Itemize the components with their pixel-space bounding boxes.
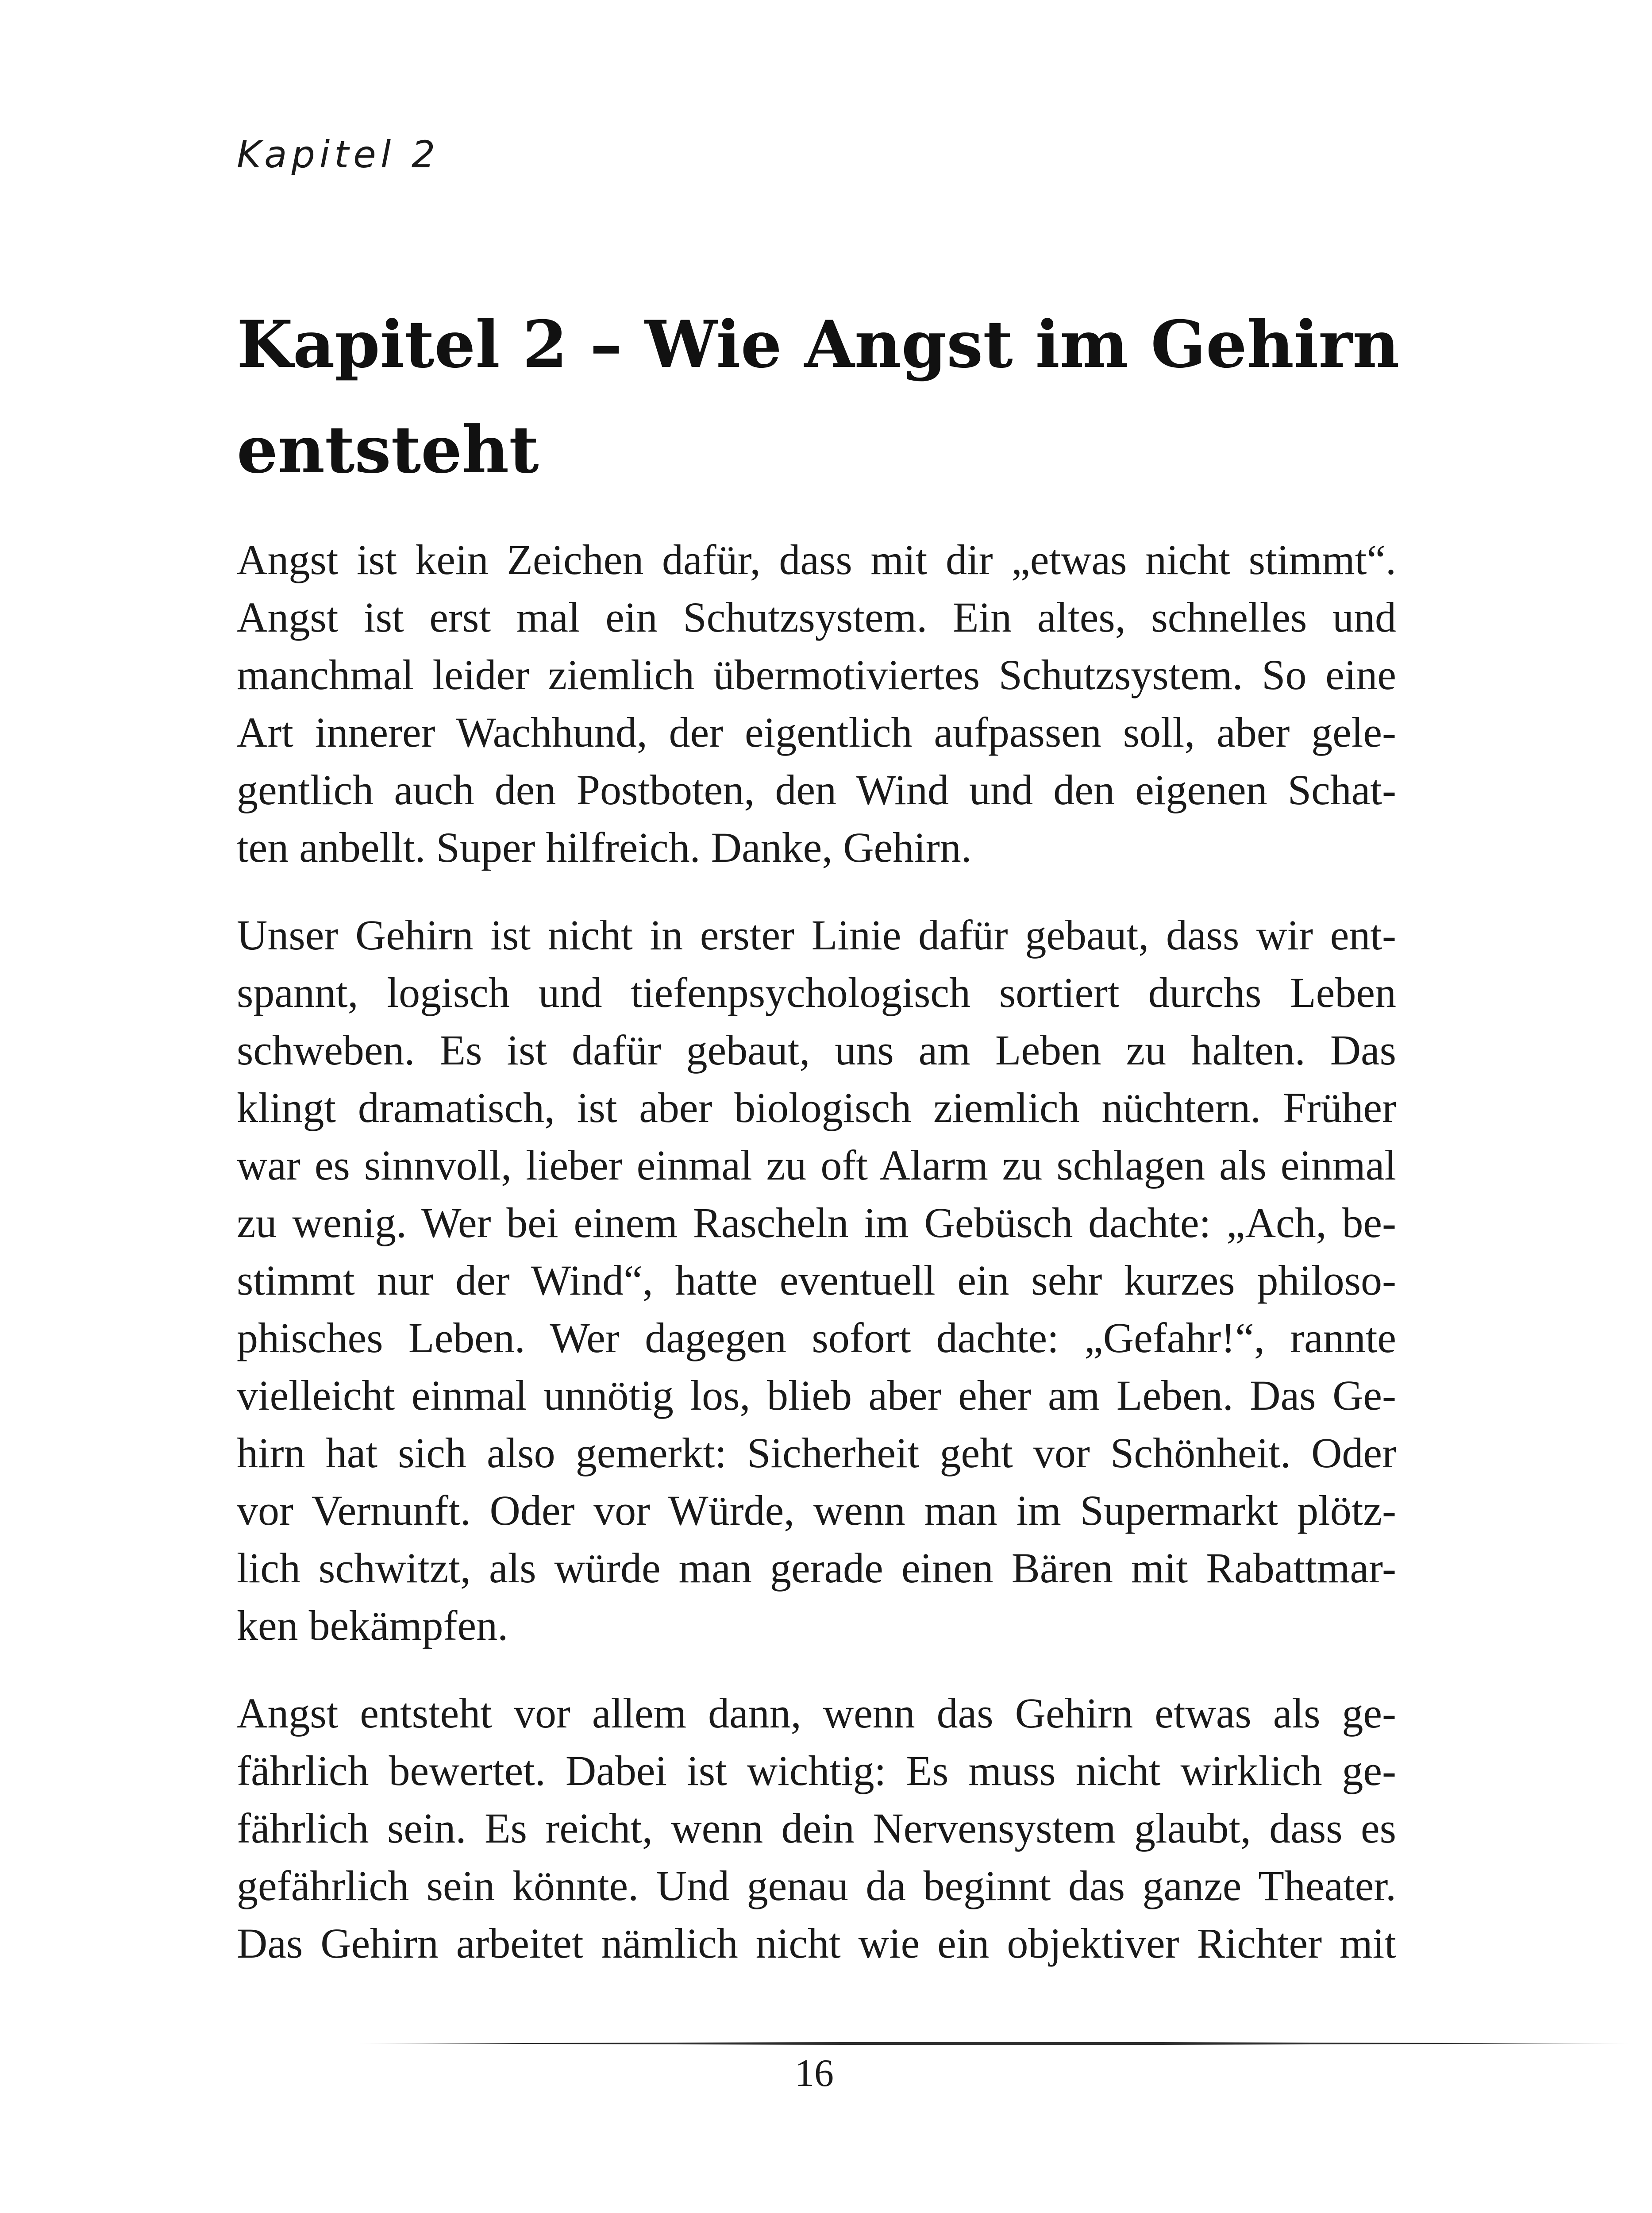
text-line: lich schwitzt, als würde man gerade einen Bären mit Rabattmar- xyxy=(237,1544,1396,1592)
footer-rule xyxy=(358,2041,1633,2046)
text-line: spannt, logisch und tiefenpsychologisch sortiert durchs Leben xyxy=(237,969,1396,1016)
text-line: stimmt nur der Wind“, hatte eventuell ein sehr kurzes philoso- xyxy=(237,1257,1396,1304)
running-header: Kapitel 2 xyxy=(237,133,440,176)
text-line: zu wenig. Wer bei einem Rascheln im Gebüsch dachte: „Ach, be- xyxy=(237,1199,1396,1246)
text-line: Angst entsteht vor allem dann, wenn das Gehirn etwas als ge- xyxy=(237,1689,1396,1737)
text-line: war es sinnvoll, lieber einmal zu oft Alarm zu schlagen als einmal xyxy=(237,1141,1396,1189)
text-line: phisches Leben. Wer dagegen sofort dachte: „Gefahr!“, rannte xyxy=(237,1314,1396,1361)
paragraph-2 xyxy=(237,906,1396,1654)
text-line: gentlich auch den Postboten, den Wind und den eigenen Schat- xyxy=(237,766,1396,813)
text-line: Art innerer Wachhund, der eigentlich aufpassen soll, aber gele- xyxy=(237,709,1396,756)
text-line: ten anbellt. Super hilfreich. Danke, Gehirn. xyxy=(237,824,972,871)
text-line: Angst ist kein Zeichen dafür, dass mit dir „etwas nicht stimmt“. xyxy=(237,536,1396,583)
text-line: klingt dramatisch, ist aber biologisch ziemlich nüchtern. Früher xyxy=(237,1084,1396,1131)
paragraph-1 xyxy=(237,531,1396,876)
text-line: schweben. Es ist dafür gebaut, uns am Leben zu halten. Das xyxy=(237,1026,1396,1074)
chapter-title xyxy=(237,292,1476,503)
body-text xyxy=(237,531,1396,2002)
text-line: manchmal leider ziemlich übermotiviertes Schutzsystem. So eine xyxy=(237,651,1396,698)
chapter-title-line-1: Kapitel 2 – Wie Angst im Gehirn xyxy=(237,307,1400,382)
page-number: 16 xyxy=(795,2052,834,2095)
text-line: fährlich bewertet. Dabei ist wichtig: Es muss nicht wirklich ge- xyxy=(237,1747,1396,1794)
text-line: gefährlich sein könnte. Und genau da beginnt das ganze Theater. xyxy=(237,1862,1396,1909)
chapter-title-line-2: entsteht xyxy=(237,412,539,488)
text-line: Angst ist erst mal ein Schutzsystem. Ein altes, schnelles und xyxy=(237,594,1396,641)
text-line: hirn hat sich also gemerkt: Sicherheit geht vor Schönheit. Oder xyxy=(237,1429,1396,1477)
text-line: Das Gehirn arbeitet nämlich nicht wie ein objektiver Richter mit xyxy=(237,1920,1396,1967)
footer-rule-line xyxy=(358,2041,1633,2046)
text-line: vielleicht einmal unnötig los, blieb aber eher am Leben. Das Ge- xyxy=(237,1372,1396,1419)
paragraph-3 xyxy=(237,1685,1396,1972)
text-line: Unser Gehirn ist nicht in erster Linie dafür gebaut, dass wir ent- xyxy=(237,911,1396,959)
text-line: fährlich sein. Es reicht, wenn dein Nervensystem glaubt, dass es xyxy=(237,1804,1396,1852)
text-line: ken bekämpfen. xyxy=(237,1602,508,1649)
text-line: vor Vernunft. Oder vor Würde, wenn man im Supermarkt plötz- xyxy=(237,1487,1396,1534)
